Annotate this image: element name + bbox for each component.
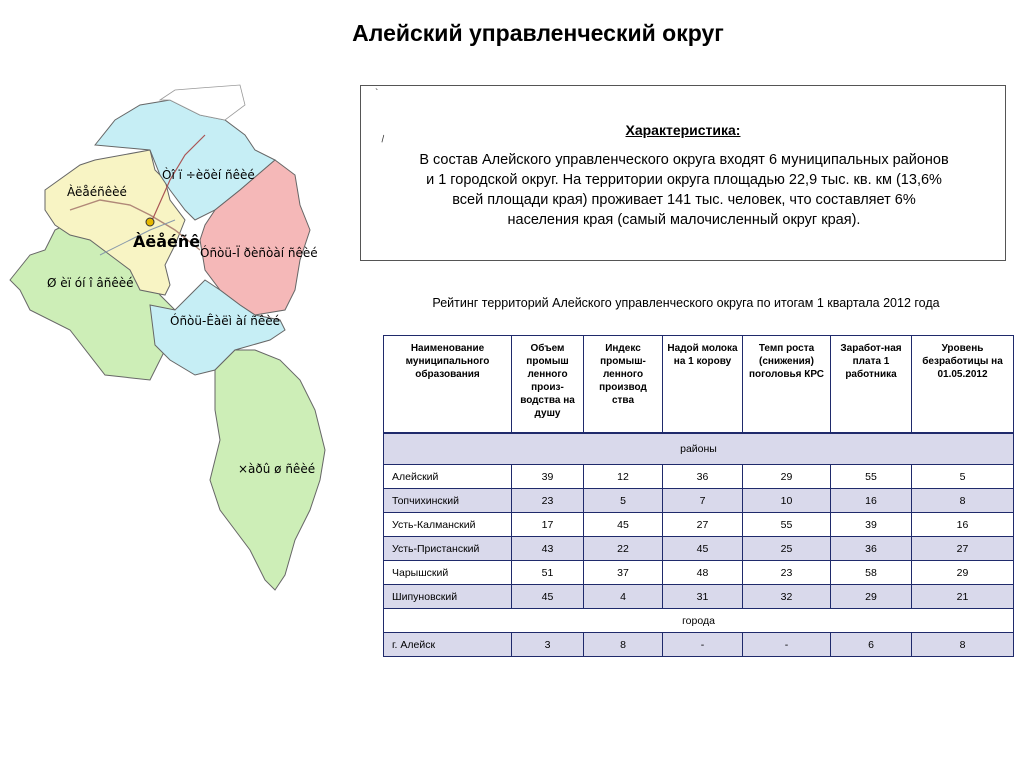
table-row [384, 585, 1014, 609]
table-header-row [384, 336, 1014, 434]
table-cell: - [663, 633, 743, 657]
table-cell: 8 [912, 633, 1014, 657]
column-header: Надой молока на 1 корову [663, 336, 743, 434]
map-label-topchikhinsky: Òî ï ÷èõèí ñêèé [162, 168, 255, 182]
city-aleisk-marker [146, 218, 154, 226]
column-header: Заработ-ная плата 1 работника [831, 336, 912, 434]
table-cell: 45 [584, 513, 663, 537]
table-cell: 58 [831, 561, 912, 585]
table-cell: 45 [512, 585, 584, 609]
page-title: Алейский управленческий округ [352, 20, 724, 46]
table-row [384, 513, 1014, 537]
column-header: Уровень безработицы на 01.05.2012 [912, 336, 1014, 434]
table-cell: 23 [512, 489, 584, 513]
group-label: города [384, 609, 1014, 633]
group-row-districts [384, 433, 1014, 465]
map-label-ust-pristansky: Óñòü-Ï ðèñòàí ñêèé [200, 246, 318, 260]
table-cell: 29 [831, 585, 912, 609]
table-cell: 6 [831, 633, 912, 657]
district-name: Алейский [384, 465, 512, 489]
table-cell: 8 [912, 489, 1014, 513]
map-label-aleisk-city: Àëåéñê [133, 232, 201, 251]
table-cell: 51 [512, 561, 584, 585]
table-cell: 10 [743, 489, 831, 513]
district-name: Чарышский [384, 561, 512, 585]
table-row [384, 489, 1014, 513]
district-name: Усть-Пристанский [384, 537, 512, 561]
district-map [0, 80, 360, 600]
table-cell: 45 [663, 537, 743, 561]
table-cell: 12 [584, 465, 663, 489]
table-cell: 5 [584, 489, 663, 513]
characteristics-line: населения края (самый малочисленный округ края). [507, 212, 861, 228]
table-cell: 16 [912, 513, 1014, 537]
table-row [384, 633, 1014, 657]
characteristics-line: и 1 городской округ. На территории округа площадью 22,9 тыс. кв. км (13,6% [426, 172, 942, 188]
characteristics-heading: Характеристика: [625, 122, 741, 138]
table-cell: 55 [831, 465, 912, 489]
table-cell: 29 [743, 465, 831, 489]
map-label-shipunovsky: Ø èï óí î âñêèé [47, 276, 134, 290]
district-name: Шипуновский [384, 585, 512, 609]
map-label-aleisky: Àëåéñêèé [67, 185, 127, 199]
table-cell: 32 [743, 585, 831, 609]
city-name: г. Алейск [384, 633, 512, 657]
column-header: Индекс промыш-ленного производ ства [584, 336, 663, 434]
table-cell: 39 [512, 465, 584, 489]
map-label-ust-kalmansky: Óñòü-Êàëì àí ñêèé [170, 314, 281, 328]
column-header: Наименование муниципального образования [384, 336, 512, 434]
characteristics-line: В состав Алейского управленческого округа входят 6 муниципальных районов [419, 152, 949, 168]
district-map-svg [0, 80, 360, 600]
table-cell: 7 [663, 489, 743, 513]
table-cell: 21 [912, 585, 1014, 609]
table-cell: 37 [584, 561, 663, 585]
table-cell: 43 [512, 537, 584, 561]
table-row [384, 465, 1014, 489]
table-cell: 36 [831, 537, 912, 561]
table-row [384, 561, 1014, 585]
table-cell: 25 [743, 537, 831, 561]
characteristics-text [369, 150, 999, 230]
table-cell: 31 [663, 585, 743, 609]
table-cell: - [743, 633, 831, 657]
table-cell: 23 [743, 561, 831, 585]
rating-table [383, 335, 1014, 657]
table-cell: 4 [584, 585, 663, 609]
table-row [384, 537, 1014, 561]
table-cell: 5 [912, 465, 1014, 489]
table-cell: 36 [663, 465, 743, 489]
decorative-mark: \ [378, 134, 387, 145]
table-cell: 27 [912, 537, 1014, 561]
table-cell: 39 [831, 513, 912, 537]
column-header: Объем промыш ленного произ-водства на душу [512, 336, 584, 434]
table-cell: 8 [584, 633, 663, 657]
column-header: Темп роста (снижения) поголовья КРС [743, 336, 831, 434]
characteristics-line: всей площади края) проживает 141 тыс. человек, что составляет 6% [452, 192, 916, 208]
map-label-charyshsky: ×àðû ø ñêèé [238, 462, 316, 476]
decorative-mark: ` [375, 88, 379, 99]
table-cell: 27 [663, 513, 743, 537]
table-cell: 22 [584, 537, 663, 561]
table-cell: 3 [512, 633, 584, 657]
table-cell: 16 [831, 489, 912, 513]
table-cell: 17 [512, 513, 584, 537]
rating-caption: Рейтинг территорий Алейского управленческого округа по итогам 1 квартала 2012 года [432, 296, 940, 310]
district-name: Усть-Калманский [384, 513, 512, 537]
table-cell: 48 [663, 561, 743, 585]
group-label: районы [384, 433, 1014, 465]
characteristics-box [360, 85, 1006, 261]
district-name: Топчихинский [384, 489, 512, 513]
table-cell: 55 [743, 513, 831, 537]
table-cell: 29 [912, 561, 1014, 585]
group-row-cities [384, 609, 1014, 633]
